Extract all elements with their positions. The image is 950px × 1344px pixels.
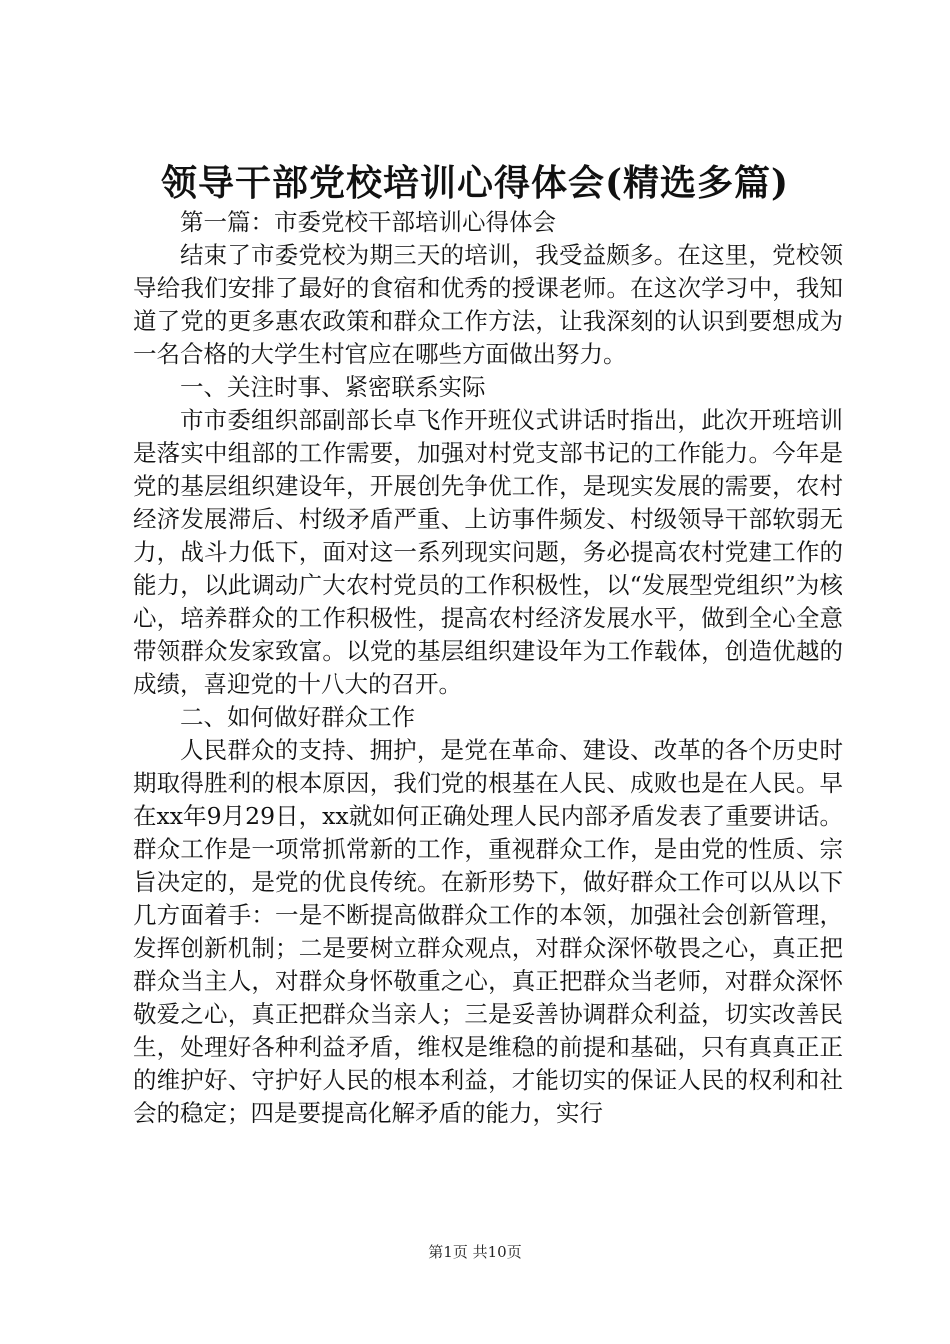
body-paragraph: 人民群众的支持、拥护，是党在革命、建设、改革的各个历史时期取得胜利的根本原因，我们党的根基在人民、成败也是在人民。早在xx年9月29日，xx就如何正确处理人民内部矛盾发表了重要讲话。群众工作是一项常抓常新的工作，重视群众工作，是由党的性质、宗旨决定的，是党的优良传统。在新形势下，做好群众工作可以从以下几方面着手：一是不断提高做群众工作的本领，加强社会创新管理，发挥创新机制；二是要树立群众观点，对群众深怀敬畏之心，真正把群众当主人，对群众身怀敬重之心，真正把群众当老师，对群众深怀敬爱之心，真正把群众当亲人；三是妥善协调群众利益，切实改善民生，处理好各种利益矛盾，维权是维稳的前提和基础，只有真真正正的维护好、守护好人民的根本利益，才能切实的保证人民的权利和社会的稳定；四是要提高化解矛盾的能力，实行 <box>133 736 843 1127</box>
document-title: 领导干部党校培训心得体会(精选多篇) <box>160 162 790 204</box>
section-heading: 第一篇：市委党校干部培训心得体会 <box>180 208 556 236</box>
body-paragraph: 结束了市委党校为期三天的培训，我受益颇多。在这里，党校领导给我们安排了最好的食宿和优秀的授课老师。在这次学习中，我知道了党的更多惠农政策和群众工作方法，让我深刻的认识到要想成为一名合格的大学生村官应在哪些方面做出努力。 <box>133 241 843 368</box>
page-number-footer: 第1页 共10页 <box>428 1243 522 1261</box>
body-paragraph: 市市委组织部副部长卓飞作开班仪式讲话时指出，此次开班培训是落实中组部的工作需要，加强对村党支部书记的工作能力。今年是党的基层组织建设年，开展创先争优工作，是现实发展的需要，农村经济发展滞后、村级矛盾严重、上访事件频发、村级领导干部软弱无力，战斗力低下，面对这一系列现实问题，务必提高农村党建工作的能力，以此调动广大农村党员的工作积极性，以“发展型党组织”为核心，培养群众的工作积极性，提高农村经济发展水平，做到全心全意带领群众发家致富。以党的基层组织建设年为工作载体，创造优越的成绩，喜迎党的十八大的召开。 <box>133 406 843 698</box>
section-heading: 一、关注时事、紧密联系实际 <box>180 373 486 401</box>
section-heading: 二、如何做好群众工作 <box>180 703 415 731</box>
document-body <box>133 206 843 1130</box>
